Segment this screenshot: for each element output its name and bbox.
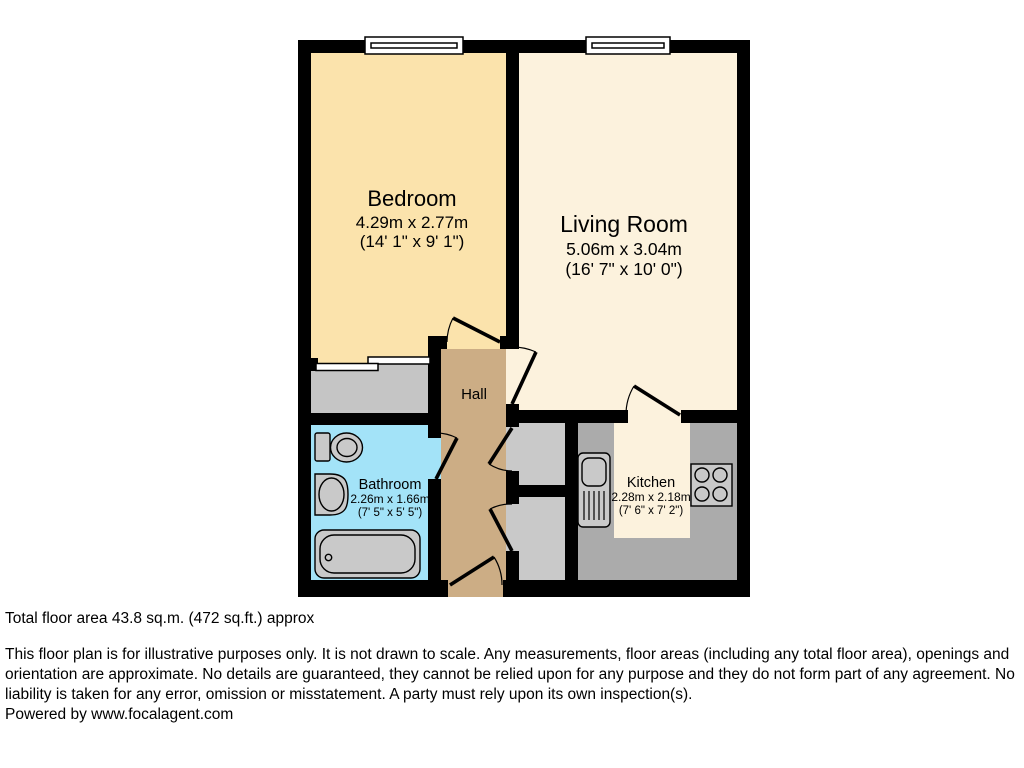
cupboard-bottom-floor [519, 497, 565, 580]
wall-segment [506, 551, 519, 580]
wall-segment [298, 53, 311, 597]
living-room-window-icon [586, 37, 670, 54]
bathroom-label: Bathroom [358, 477, 422, 493]
wall-segment [503, 580, 750, 597]
wall-segment [737, 53, 750, 597]
wall-segment [428, 336, 447, 349]
wall-segment [565, 423, 578, 580]
living-room-size-m: 5.06m x 3.04m [566, 239, 682, 259]
wall-segment [311, 413, 441, 425]
bathroom-size-m: 2.26m x 1.66m [350, 492, 430, 506]
wall-segment [298, 580, 448, 597]
bedroom-size-m: 4.29m x 2.77m [355, 213, 469, 232]
hall-floor [441, 349, 506, 580]
cupboard-top-floor [519, 423, 565, 485]
wall-segment [506, 404, 519, 427]
hob-icon [691, 464, 732, 506]
wall-segment [506, 485, 565, 497]
hall-label: Hall [461, 386, 487, 403]
bedroom-size-ft: (14' 1" x 9' 1") [359, 232, 465, 251]
wardrobe-floor [311, 364, 428, 413]
living-room-label: Living Room [560, 211, 688, 237]
toilet-icon [315, 433, 363, 462]
wall-segment [428, 479, 441, 580]
basin-icon [315, 474, 348, 515]
disclaimer-text: This floor plan is for illustrative purposes only. It is not drawn to scale. Any measurements, floor areas (including any total floor area), openings and orientation are approximate. No details are guaranteed, they cannot be relied upon for any purpose and they do not form part of any agreement. No liability is taken for any error, omission or misstatement. A party must rely upon its own inspection(s). [5, 646, 1015, 703]
kitchen-label: Kitchen [626, 475, 676, 491]
bedroom-label: Bedroom [367, 186, 457, 211]
total-floor-area: Total floor area 43.8 sq.m. (472 sq.ft.) approx [5, 610, 315, 627]
wall-segment [681, 410, 737, 423]
kitchen-size-ft: (7' 6" x 7' 2") [618, 505, 684, 517]
kitchen-sink-icon [578, 453, 610, 527]
bathroom-size-ft: (7' 5" x 5' 5") [357, 507, 423, 519]
bedroom-window-icon [365, 37, 463, 54]
wall-segment [519, 410, 628, 423]
kitchen-size-m: 2.28m x 2.18m [611, 490, 691, 504]
footer [5, 609, 1019, 725]
living-room-size-ft: (16' 7" x 10' 0") [565, 259, 683, 279]
bathtub-icon [315, 530, 420, 578]
powered-by: Powered by www.focalagent.com [5, 706, 234, 723]
wall-segment [506, 53, 519, 345]
